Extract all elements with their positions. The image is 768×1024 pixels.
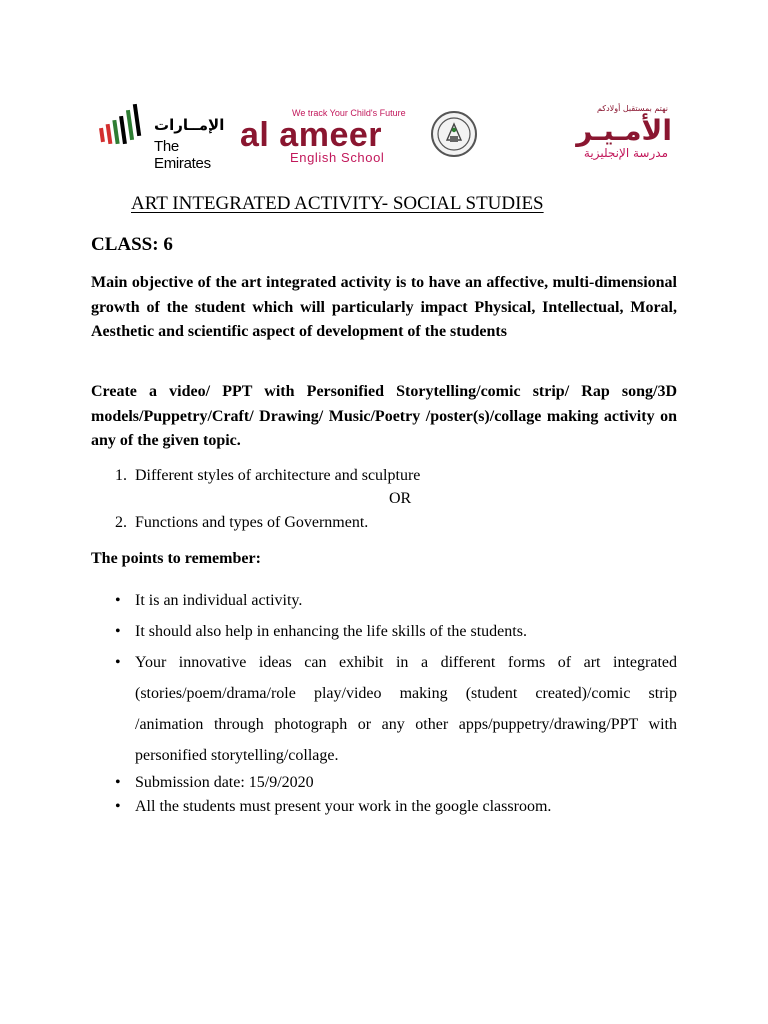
- arabic-tagline: نهتم بمستقبل أولادكم: [596, 104, 668, 113]
- bullet-icon: •: [115, 798, 121, 815]
- list-item: [91, 771, 677, 795]
- topic-list: [91, 464, 677, 534]
- point-text: Your innovative ideas can exhibit in a different forms of art integrated (stories/poem/drama/role play/video making (student created)/comic strip /animation through photograph or any other apps/puppetry/drawing/PPT with personified storytelling/collage.: [135, 654, 677, 764]
- bullet-icon: •: [115, 592, 121, 609]
- school-seal-icon: [430, 110, 478, 158]
- list-number: 1.: [115, 467, 127, 484]
- school-subtitle: English School: [290, 150, 385, 165]
- point-text: All the students must present your work in the google classroom.: [135, 798, 552, 815]
- list-item: [91, 511, 677, 534]
- or-separator: OR: [389, 490, 412, 507]
- arabic-school-name: الأمـيـر: [576, 114, 672, 147]
- emirates-english-text: The Emirates: [154, 138, 211, 172]
- list-item: [91, 464, 677, 487]
- points-list: [91, 585, 677, 819]
- arabic-school-logo: [496, 100, 676, 164]
- list-item: [91, 585, 677, 616]
- list-number: 2.: [115, 514, 127, 531]
- list-item: [91, 616, 677, 647]
- school-tagline: We track Your Child's Future: [292, 108, 406, 118]
- school-name: al ameer: [240, 116, 382, 154]
- emirates-flag-icon: [96, 102, 152, 158]
- class-heading: CLASS: 6: [91, 234, 173, 255]
- header-logos: [96, 96, 676, 172]
- topic-text: Different styles of architecture and sculpture: [135, 467, 421, 484]
- point-text: Submission date: 15/9/2020: [135, 774, 314, 791]
- point-text: It is an individual activity.: [135, 592, 303, 609]
- topic-text: Functions and types of Government.: [135, 514, 369, 531]
- al-ameer-logo: [240, 106, 416, 164]
- instruction-paragraph: Create a video/ PPT with Personified Storytelling/comic strip/ Rap song/3D models/Puppetry/Craft/ Drawing/ Music/Poetry /poster(s)/collage making activity on any of the given topic.: [91, 383, 677, 449]
- emirates-arabic-text: الإمــارات: [154, 116, 225, 134]
- objective-paragraph: Main objective of the art integrated activity is to have an affective, multi-dimensional growth of the student which will particularly impact Physical, Intellectual, Moral, Aesthetic and scientific aspect of development of the students: [91, 274, 677, 340]
- bullet-icon: •: [115, 774, 121, 791]
- emirates-logo: [96, 102, 236, 172]
- point-text: It should also help in enhancing the life skills of the students.: [135, 623, 527, 640]
- list-item: [91, 647, 677, 771]
- list-item: [91, 795, 677, 819]
- page-title: ART INTEGRATED ACTIVITY- SOCIAL STUDIES: [131, 193, 544, 214]
- bullet-icon: •: [115, 654, 121, 671]
- bullet-icon: •: [115, 623, 121, 640]
- points-heading: The points to remember:: [91, 550, 261, 567]
- arabic-school-subtitle: مدرسة الإنجليزية: [583, 146, 668, 160]
